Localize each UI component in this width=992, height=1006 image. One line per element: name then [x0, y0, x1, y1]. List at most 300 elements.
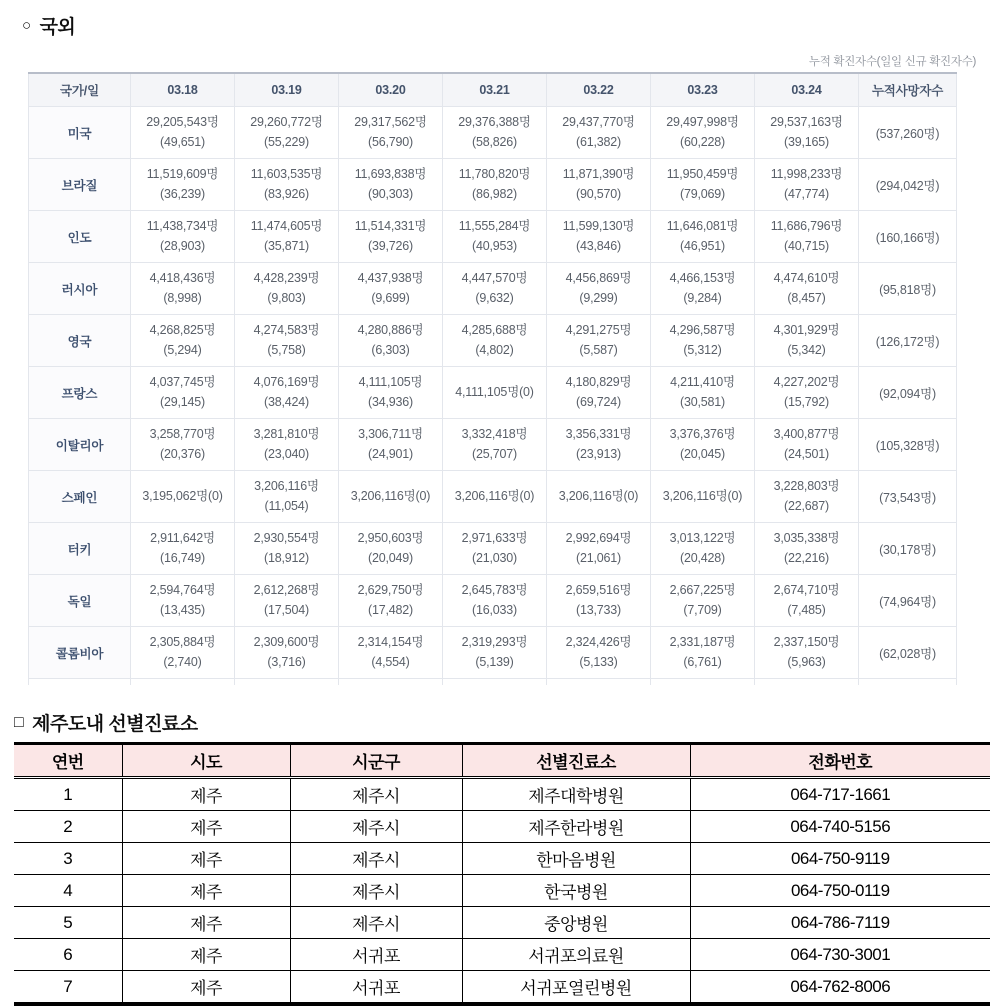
- daily-count-cell: [755, 107, 859, 159]
- new-count: (90,303): [368, 186, 413, 201]
- cumulative-count: 4,076,169명: [253, 375, 320, 390]
- daily-count-cell: [131, 523, 235, 575]
- clinics-table-row: [14, 875, 990, 907]
- overseas-table-body: [29, 107, 957, 686]
- cumulative-count: 2,930,554명: [253, 531, 320, 546]
- overseas-column-header: 03.21: [443, 73, 547, 107]
- province-cell: 제주: [122, 907, 290, 939]
- cumulative-count: 2,911,642명: [150, 531, 215, 546]
- new-count: (9,284): [683, 290, 722, 305]
- deaths-cell: (160,166명): [859, 211, 957, 263]
- daily-count-cell: [755, 263, 859, 315]
- cumulative-count: 29,497,998명: [666, 115, 739, 130]
- new-count: (17,504): [264, 602, 309, 617]
- daily-count-cell: [131, 575, 235, 627]
- new-count: (22,687): [784, 498, 829, 513]
- phone-number-cell: 064-786-7119: [690, 907, 990, 939]
- new-count: (83,926): [264, 186, 309, 201]
- overseas-table-row: [29, 419, 957, 471]
- daily-count-cell: [755, 627, 859, 679]
- daily-count-cell: [235, 315, 339, 367]
- new-count: (46,951): [680, 238, 725, 253]
- cumulative-count: 4,268,825명: [149, 323, 216, 338]
- clinics-table-row: [14, 939, 990, 971]
- new-count: (20,049): [368, 550, 413, 565]
- phone-number-cell: 064-717-1661: [690, 778, 990, 811]
- cumulative-count: 3,400,877명: [773, 427, 840, 442]
- daily-count-cell: [339, 211, 443, 263]
- overseas-table-row: [29, 315, 957, 367]
- cumulative-count: 11,474,605명: [250, 219, 323, 234]
- new-count: (55,229): [264, 134, 309, 149]
- row-number-cell: 1: [14, 778, 122, 811]
- cumulative-count: 11,693,838명: [354, 167, 427, 182]
- cumulative-count: 2,319,293명: [461, 635, 528, 650]
- new-count: (16,033): [472, 602, 517, 617]
- daily-count-cell: [339, 367, 443, 419]
- cumulative-count: 4,291,275명: [565, 323, 632, 338]
- daily-count-cell: [755, 523, 859, 575]
- clinic-name-cell: 제주대학병원: [462, 778, 690, 811]
- deaths-cell: (73,543명): [859, 471, 957, 523]
- new-count: (20,428): [680, 550, 725, 565]
- new-count: (38,424): [264, 394, 309, 409]
- country-cell: 콜롬비아: [29, 627, 131, 679]
- cumulative-count: 3,228,803명: [773, 479, 840, 494]
- daily-count-cell: [339, 107, 443, 159]
- cumulative-count: 2,337,150명: [773, 635, 840, 650]
- province-cell: 제주: [122, 811, 290, 843]
- daily-count-cell: [443, 315, 547, 367]
- daily-count-cell: [235, 263, 339, 315]
- daily-count-cell: [651, 211, 755, 263]
- new-count: (6,761): [683, 654, 722, 669]
- new-count: (7,709): [683, 602, 722, 617]
- deaths-cell: (92,094명): [859, 367, 957, 419]
- row-number-cell: 2: [14, 811, 122, 843]
- province-cell: 제주: [122, 875, 290, 907]
- cumulative-count: 4,301,929명: [773, 323, 840, 338]
- cumulative-count: 4,211,410명: [670, 375, 735, 390]
- clinic-name-cell: 서귀포의료원: [462, 939, 690, 971]
- daily-count-cell: [235, 627, 339, 679]
- daily-count-cell: [651, 575, 755, 627]
- cumulative-count: 3,281,810명: [253, 427, 320, 442]
- country-cell: 터키: [29, 523, 131, 575]
- daily-count-cell: [547, 107, 651, 159]
- cumulative-count: 11,555,284명: [458, 219, 531, 234]
- overseas-table-row: [29, 575, 957, 627]
- new-count: (16,749): [160, 550, 205, 565]
- country-cell: 이탈리아: [29, 419, 131, 471]
- clinics-header-row: [14, 744, 990, 778]
- section-spacer: [0, 685, 992, 709]
- cumulative-count: 2,659,516명: [565, 583, 632, 598]
- new-count: (39,726): [368, 238, 413, 253]
- daily-count-cell: [443, 159, 547, 211]
- district-cell: 제주시: [290, 907, 462, 939]
- row-number-cell: 6: [14, 939, 122, 971]
- cumulative-count: 4,437,938명: [357, 271, 424, 286]
- daily-count-cell: [339, 471, 443, 523]
- overseas-table-row: [29, 523, 957, 575]
- daily-count-cell: [235, 575, 339, 627]
- clinic-name-cell: 서귀포열린병원: [462, 971, 690, 1005]
- clinics-table-row: [14, 778, 990, 811]
- daily-count-cell: [443, 263, 547, 315]
- daily-count-cell: [547, 419, 651, 471]
- cumulative-count: 11,950,459명: [666, 167, 739, 182]
- new-count: (39,165): [784, 134, 829, 149]
- overseas-table: [28, 72, 957, 685]
- district-cell: 제주시: [290, 811, 462, 843]
- cumulative-count: 2,629,750명: [357, 583, 424, 598]
- cumulative-count: 11,686,796명: [770, 219, 843, 234]
- clinics-table-row: [14, 811, 990, 843]
- new-count: (5,963): [787, 654, 826, 669]
- province-cell: 제주: [122, 778, 290, 811]
- cumulative-count: 2,645,783명: [461, 583, 528, 598]
- deaths-cell: (62,028명): [859, 627, 957, 679]
- cumulative-count: 4,418,436명: [149, 271, 216, 286]
- new-count: (79,069): [680, 186, 725, 201]
- cumulative-count: 11,519,609명: [146, 167, 219, 182]
- daily-count-cell: [131, 367, 235, 419]
- overseas-column-header: 03.23: [651, 73, 755, 107]
- daily-count-cell: [339, 159, 443, 211]
- new-count: (30,581): [680, 394, 725, 409]
- cumulative-count: 4,280,886명: [357, 323, 424, 338]
- overseas-table-row: [29, 367, 957, 419]
- daily-count-cell: [443, 523, 547, 575]
- daily-count-cell: [651, 471, 755, 523]
- phone-number-cell: 064-750-9119: [690, 843, 990, 875]
- cumulative-count: 29,317,562명: [354, 115, 427, 130]
- new-count: (24,901): [368, 446, 413, 461]
- cumulative-count: 2,950,603명: [357, 531, 424, 546]
- cumulative-count: 11,599,130명: [562, 219, 635, 234]
- deaths-cell: (74,964명): [859, 575, 957, 627]
- clinics-table-row: [14, 843, 990, 875]
- country-cell: 스페인: [29, 471, 131, 523]
- new-count: (8,457): [787, 290, 826, 305]
- daily-count-cell: [131, 471, 235, 523]
- cumulative-count: 3,376,376명: [669, 427, 736, 442]
- cumulative-count: 3,332,418명: [461, 427, 528, 442]
- new-count: (28,903): [160, 238, 205, 253]
- daily-count-cell: [339, 263, 443, 315]
- deaths-cell: (126,172명): [859, 315, 957, 367]
- cumulative-count: 2,594,764명: [149, 583, 216, 598]
- cumulative-count: 29,537,163명: [770, 115, 843, 130]
- new-count: (9,632): [475, 290, 514, 305]
- phone-number-cell: 064-762-8006: [690, 971, 990, 1005]
- cumulative-count: 3,258,770명: [149, 427, 216, 442]
- daily-count-cell: [443, 211, 547, 263]
- province-cell: 제주: [122, 843, 290, 875]
- cumulative-count: 3,206,116명(0): [350, 488, 431, 503]
- new-count: (9,699): [371, 290, 410, 305]
- new-count: (5,312): [683, 342, 722, 357]
- new-count: (40,953): [472, 238, 517, 253]
- overseas-column-header: 03.24: [755, 73, 859, 107]
- daily-count-cell: [547, 159, 651, 211]
- daily-count-cell: [755, 315, 859, 367]
- clinic-name-cell: 한마음병원: [462, 843, 690, 875]
- deaths-cell: (30,178명): [859, 523, 957, 575]
- daily-count-cell: [131, 211, 235, 263]
- overseas-column-header: 03.22: [547, 73, 651, 107]
- daily-count-cell: [755, 575, 859, 627]
- cumulative-count: 2,331,187명: [669, 635, 736, 650]
- cumulative-count: 11,780,820명: [458, 167, 531, 182]
- cumulative-count: 4,474,610명: [773, 271, 840, 286]
- cumulative-count: 2,314,154명: [357, 635, 424, 650]
- country-cell: 러시아: [29, 263, 131, 315]
- daily-count-cell: [547, 263, 651, 315]
- daily-count-cell: [131, 159, 235, 211]
- daily-count-cell: [651, 107, 755, 159]
- cumulative-count: 29,376,388명: [458, 115, 531, 130]
- country-cell: 브라질: [29, 159, 131, 211]
- district-cell: 제주시: [290, 843, 462, 875]
- daily-count-cell: [235, 107, 339, 159]
- new-count: (23,040): [264, 446, 309, 461]
- phone-number-cell: 064-730-3001: [690, 939, 990, 971]
- new-count: (15,792): [784, 394, 829, 409]
- deaths-cell: (537,260명): [859, 107, 957, 159]
- overseas-section-title: [0, 0, 992, 39]
- clinics-table-header: [14, 744, 990, 778]
- daily-count-cell: [235, 159, 339, 211]
- cumulative-count: 4,296,587명: [669, 323, 736, 338]
- daily-count-cell: [443, 627, 547, 679]
- cumulative-count: 3,035,338명: [773, 531, 840, 546]
- daily-count-cell: [651, 367, 755, 419]
- clinics-section: [0, 709, 992, 1006]
- square-bullet-icon: □: [14, 713, 24, 731]
- clinics-title-text: 제주도내 선별진료소: [32, 714, 198, 735]
- overseas-table-row: [29, 627, 957, 679]
- new-count: (86,982): [472, 186, 517, 201]
- new-count: (43,846): [576, 238, 621, 253]
- clinics-table-row: [14, 971, 990, 1005]
- circle-bullet-icon: ○: [22, 17, 31, 34]
- new-count: (3,716): [267, 654, 306, 669]
- cumulative-count: 11,438,734명: [146, 219, 219, 234]
- new-count: (25,707): [472, 446, 517, 461]
- new-count: (40,715): [784, 238, 829, 253]
- overseas-table-note: 누적 확진자수(일일 신규 확진자수): [808, 56, 976, 68]
- cumulative-count: 4,111,105명: [358, 375, 423, 390]
- deaths-cell: (95,818명): [859, 263, 957, 315]
- clinics-column-header: 시군구: [290, 744, 462, 778]
- cumulative-count: 4,428,239명: [253, 271, 320, 286]
- daily-count-cell: [651, 159, 755, 211]
- daily-count-cell: [339, 627, 443, 679]
- overseas-column-header: 03.19: [235, 73, 339, 107]
- overseas-table-row: [29, 107, 957, 159]
- daily-count-cell: [443, 471, 547, 523]
- daily-count-cell: [443, 367, 547, 419]
- cumulative-count: 4,456,869명: [565, 271, 632, 286]
- daily-count-cell: [443, 107, 547, 159]
- daily-count-cell: [339, 523, 443, 575]
- clinics-section-title: [0, 709, 992, 738]
- new-count: (5,139): [475, 654, 514, 669]
- deaths-cell: (105,328명): [859, 419, 957, 471]
- new-count: (61,382): [576, 134, 621, 149]
- country-cell: 프랑스: [29, 367, 131, 419]
- cumulative-count: 3,013,122명: [669, 531, 736, 546]
- clinics-column-header: 선별진료소: [462, 744, 690, 778]
- clinics-table-row: [14, 907, 990, 939]
- new-count: (6,303): [371, 342, 410, 357]
- daily-count-cell: [547, 211, 651, 263]
- new-count: (47,774): [784, 186, 829, 201]
- district-cell: 서귀포: [290, 939, 462, 971]
- overseas-header-row: [29, 73, 957, 107]
- daily-count-cell: [547, 367, 651, 419]
- new-count: (13,733): [576, 602, 621, 617]
- new-count: (35,871): [264, 238, 309, 253]
- province-cell: 제주: [122, 939, 290, 971]
- row-number-cell: 4: [14, 875, 122, 907]
- overseas-column-header: 03.18: [131, 73, 235, 107]
- daily-count-cell: [339, 575, 443, 627]
- daily-count-cell: [131, 419, 235, 471]
- daily-count-cell: [547, 471, 651, 523]
- cumulative-count: 4,466,153명: [669, 271, 736, 286]
- daily-count-cell: [651, 315, 755, 367]
- daily-count-cell: [131, 627, 235, 679]
- cumulative-count: 2,324,426명: [565, 635, 632, 650]
- cumulative-count: 4,447,570명: [461, 271, 528, 286]
- cumulative-count: 11,646,081명: [666, 219, 739, 234]
- cumulative-count: 3,356,331명: [565, 427, 632, 442]
- cumulative-count: 3,206,116명(0): [662, 488, 743, 503]
- new-count: (8,998): [163, 290, 202, 305]
- cumulative-count: 11,603,535명: [250, 167, 323, 182]
- daily-count-cell: [235, 211, 339, 263]
- cumulative-count: 3,206,116명(0): [454, 488, 535, 503]
- cumulative-count: 3,206,116명(0): [558, 488, 639, 503]
- new-count: (5,294): [163, 342, 202, 357]
- new-count: (20,045): [680, 446, 725, 461]
- cumulative-count: 4,227,202명: [773, 375, 840, 390]
- daily-count-cell: [755, 159, 859, 211]
- new-count: (5,342): [787, 342, 826, 357]
- daily-count-cell: [755, 367, 859, 419]
- cumulative-count: 2,992,694명: [565, 531, 632, 546]
- row-number-cell: 5: [14, 907, 122, 939]
- daily-count-cell: [235, 367, 339, 419]
- daily-count-cell: [755, 211, 859, 263]
- clinics-column-header: 시도: [122, 744, 290, 778]
- phone-number-cell: 064-750-0119: [690, 875, 990, 907]
- cumulative-count: 29,437,770명: [562, 115, 635, 130]
- new-count: (49,651): [160, 134, 205, 149]
- cumulative-count: 3,206,116명: [254, 479, 319, 494]
- country-cell: 인도: [29, 211, 131, 263]
- cumulative-count: 4,037,745명: [149, 375, 216, 390]
- new-count: (13,435): [160, 602, 205, 617]
- new-count: (18,912): [264, 550, 309, 565]
- cumulative-count: 29,260,772명: [250, 115, 323, 130]
- overseas-table-row: [29, 471, 957, 523]
- daily-count-cell: [651, 523, 755, 575]
- country-cell: 영국: [29, 315, 131, 367]
- new-count: (23,913): [576, 446, 621, 461]
- daily-count-cell: [131, 315, 235, 367]
- daily-count-cell: [755, 419, 859, 471]
- cumulative-count: 4,285,688명: [461, 323, 528, 338]
- daily-count-cell: [235, 419, 339, 471]
- clinic-name-cell: 제주한라병원: [462, 811, 690, 843]
- row-number-cell: 3: [14, 843, 122, 875]
- province-cell: 제주: [122, 971, 290, 1005]
- daily-count-cell: [443, 419, 547, 471]
- daily-count-cell: [547, 627, 651, 679]
- new-count: (17,482): [368, 602, 413, 617]
- overseas-table-row: [29, 263, 957, 315]
- clinics-column-header: 연번: [14, 744, 122, 778]
- clinic-name-cell: 한국병원: [462, 875, 690, 907]
- daily-count-cell: [547, 575, 651, 627]
- overseas-column-header: 누적사망자수: [859, 73, 957, 107]
- new-count: (7,485): [787, 602, 826, 617]
- new-count: (9,803): [267, 290, 306, 305]
- new-count: (4,802): [475, 342, 514, 357]
- new-count: (20,376): [160, 446, 205, 461]
- daily-count-cell: [443, 575, 547, 627]
- new-count: (11,054): [264, 498, 309, 513]
- overseas-column-header: 03.20: [339, 73, 443, 107]
- overseas-column-header: 국가/일: [29, 73, 131, 107]
- district-cell: 제주시: [290, 778, 462, 811]
- new-count: (36,239): [160, 186, 205, 201]
- new-count: (21,061): [576, 550, 621, 565]
- deaths-cell: (294,042명): [859, 159, 957, 211]
- new-count: (5,758): [267, 342, 306, 357]
- clinic-name-cell: 중앙병원: [462, 907, 690, 939]
- daily-count-cell: [651, 263, 755, 315]
- cumulative-count: 2,612,268명: [253, 583, 320, 598]
- daily-count-cell: [131, 263, 235, 315]
- overseas-title-text: 국외: [39, 17, 76, 38]
- new-count: (34,936): [368, 394, 413, 409]
- new-count: (69,724): [576, 394, 621, 409]
- cumulative-count: 11,998,233명: [770, 167, 843, 182]
- district-cell: 서귀포: [290, 971, 462, 1005]
- daily-count-cell: [755, 471, 859, 523]
- new-count: (24,501): [784, 446, 829, 461]
- overseas-table-header: [29, 73, 957, 107]
- row-number-cell: 7: [14, 971, 122, 1005]
- cumulative-count: 4,111,105명(0): [455, 384, 534, 399]
- new-count: (60,228): [680, 134, 725, 149]
- cumulative-count: 11,871,390명: [562, 167, 635, 182]
- new-count: (90,570): [576, 186, 621, 201]
- clinics-table-body: [14, 778, 990, 1005]
- daily-count-cell: [651, 419, 755, 471]
- cumulative-count: 4,274,583명: [253, 323, 320, 338]
- cumulative-count: 2,971,633명: [461, 531, 528, 546]
- cumulative-count: 29,205,543명: [146, 115, 219, 130]
- new-count: (29,145): [160, 394, 205, 409]
- country-cell: 미국: [29, 107, 131, 159]
- overseas-table-row: [29, 211, 957, 263]
